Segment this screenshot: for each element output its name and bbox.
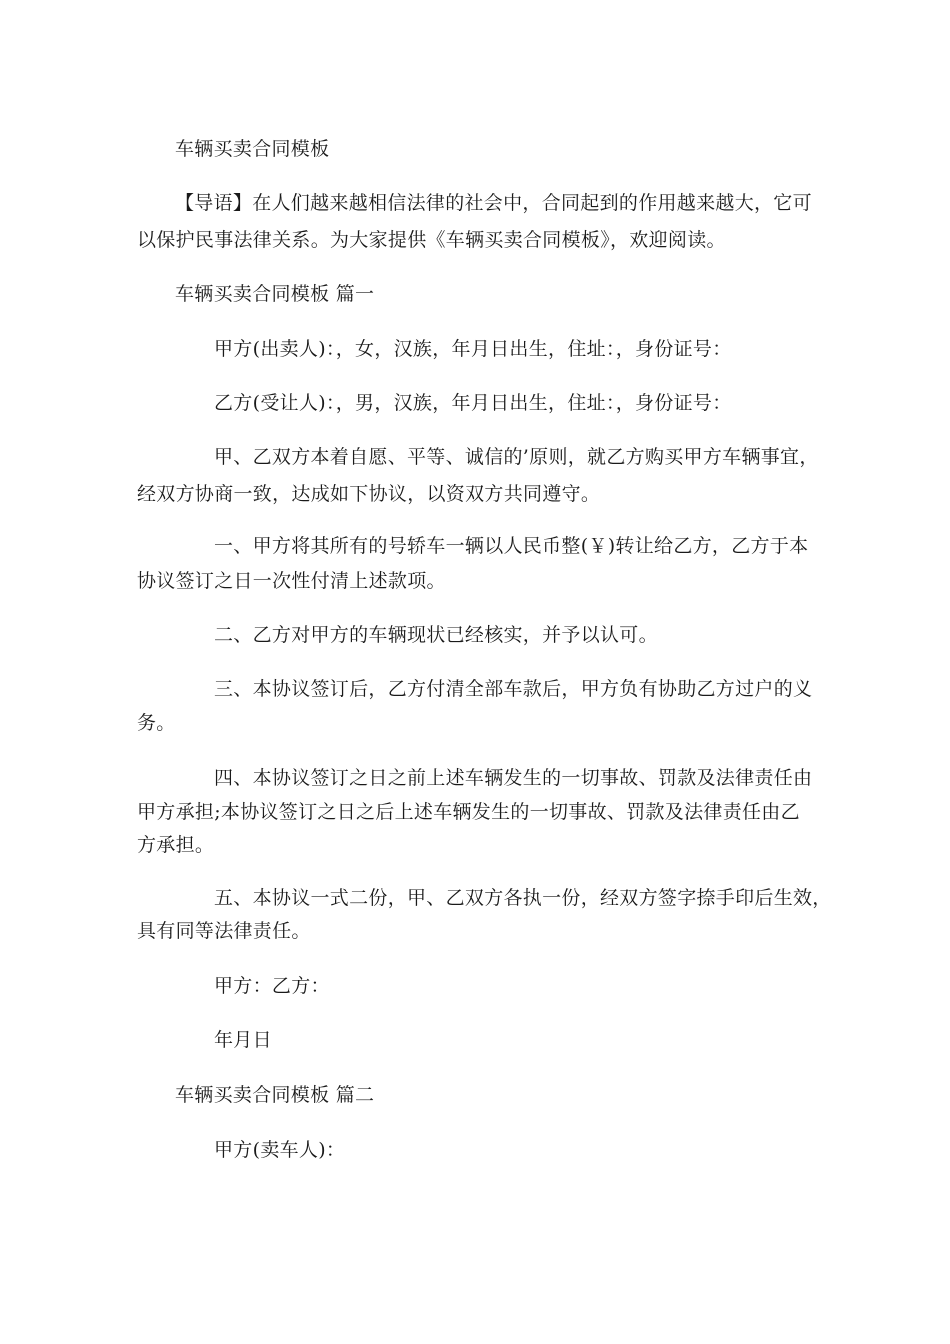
clause4-line-1: 四、本协议签订之日之前上述车辆发生的一切事故、罚款及法律责任由 bbox=[214, 767, 813, 789]
clause5-line-2: 具有同等法律责任。 bbox=[137, 920, 311, 942]
clause3-line-1: 三、本协议签订后，乙方付清全部车款后，甲方负有协助乙方过户的义 bbox=[214, 678, 813, 700]
intro-line-1: 【导语】在人们越来越相信法律的社会中，合同起到的作用越来越大，它可 bbox=[175, 192, 812, 214]
clause4-line-2: 甲方承担;本协议签订之日之后上述车辆发生的一切事故、罚款及法律责任由乙 bbox=[137, 801, 800, 823]
section2-party-a: 甲方(卖车人)： bbox=[214, 1139, 346, 1161]
date: 年月日 bbox=[214, 1029, 272, 1051]
intro-line-2: 以保护民事法律关系。为大家提供《车辆买卖合同模板》，欢迎阅读。 bbox=[137, 229, 726, 251]
section1-preamble-line-2: 经双方协商一致，达成如下协议，以资双方共同遵守。 bbox=[137, 483, 601, 505]
section1-heading: 车辆买卖合同模板 篇一 bbox=[175, 283, 375, 305]
clause1-line-2: 协议签订之日一次性付清上述款项。 bbox=[137, 570, 446, 592]
document-title: 车辆买卖合同模板 bbox=[175, 138, 330, 160]
clause2: 二、乙方对甲方的车辆现状已经核实，并予以认可。 bbox=[214, 624, 658, 646]
clause1-line-1: 一、甲方将其所有的号轿车一辆以人民币整(￥)转让给乙方，乙方于本 bbox=[214, 535, 809, 557]
section1-preamble-line-1: 甲、乙双方本着自愿、平等、诚信的’原则，就乙方购买甲方车辆事宜， bbox=[214, 446, 819, 468]
section2-heading: 车辆买卖合同模板 篇二 bbox=[175, 1084, 375, 1106]
clause5-line-1: 五、本协议一式二份，甲、乙双方各执一份，经双方签字捺手印后生效， bbox=[214, 887, 832, 909]
section1-party-a: 甲方(出卖人)：，女，汉族，年月日出生，住址：，身份证号： bbox=[214, 338, 732, 360]
clause4-line-3: 方承担。 bbox=[137, 834, 215, 856]
clause3-line-2: 务。 bbox=[137, 712, 176, 734]
signatures: 甲方：乙方： bbox=[214, 975, 330, 997]
section1-party-b: 乙方(受让人)：，男，汉族，年月日出生，住址：，身份证号： bbox=[214, 392, 732, 414]
